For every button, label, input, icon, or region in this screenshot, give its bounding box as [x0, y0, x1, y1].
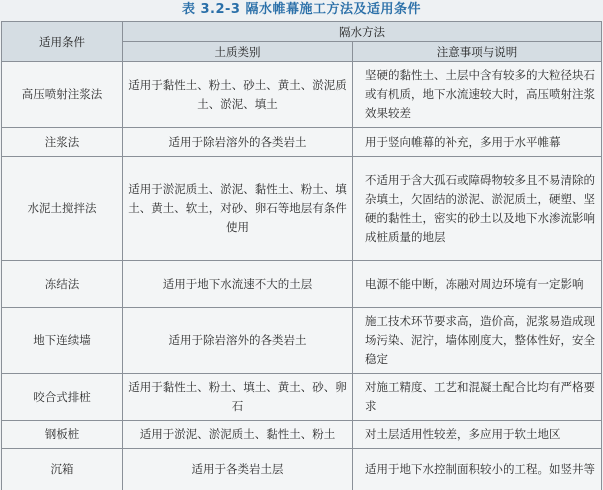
table-row: [2, 374, 602, 421]
table-row: [2, 449, 602, 490]
method-cell: 沉箱: [2, 449, 123, 490]
table-header: [2, 22, 602, 62]
note-cell: 不适用于含大孤石或障碍物较多且不易清除的杂填土，欠固结的淤泥、淤泥质土，硬塑、坚硬的黏性土，密实的砂土以及地下水渗流影响成桩质量的地层: [353, 157, 602, 261]
table-row: [2, 261, 602, 308]
water-barrier-table: [1, 21, 602, 490]
table-body: [2, 62, 602, 490]
soil-cell: 适用于淤泥、淤泥质土、黏性土、粉土: [123, 421, 353, 449]
table-row: [2, 421, 602, 449]
header-soil: 土质类别: [123, 42, 353, 62]
soil-cell: 适用于黏性土、粉土、填土、黄土、砂、卵石: [123, 374, 353, 421]
table-row: [2, 128, 602, 157]
table-row: [2, 308, 602, 374]
soil-cell: 适用于黏性土、粉土、砂土、黄土、淤泥质土、淤泥、填土: [123, 62, 353, 128]
method-cell: 注浆法: [2, 128, 123, 157]
soil-cell: 适用于地下水流速不大的土层: [123, 261, 353, 308]
note-cell: 对施工精度、工艺和混凝土配合比均有严格要求: [353, 374, 602, 421]
table-row: [2, 62, 602, 128]
soil-cell: 适用于各类岩土层: [123, 449, 353, 490]
table-row: [2, 157, 602, 261]
method-cell: 咬合式排桩: [2, 374, 123, 421]
soil-cell: 适用于除岩溶外的各类岩土: [123, 128, 353, 157]
method-cell: 冻结法: [2, 261, 123, 308]
method-cell: 水泥土搅拌法: [2, 157, 123, 261]
note-cell: 坚硬的黏性土、土层中含有较多的大粒径块石或有机质，地下水流速较大时，高压喷射注浆效果较差: [353, 62, 602, 128]
method-cell: 高压喷射注浆法: [2, 62, 123, 128]
method-cell: 钢板桩: [2, 421, 123, 449]
header-notes: 注意事项与说明: [353, 42, 602, 62]
method-cell: 地下连续墙: [2, 308, 123, 374]
soil-cell: 适用于除岩溶外的各类岩土: [123, 308, 353, 374]
note-cell: 电源不能中断，冻融对周边环境有一定影响: [353, 261, 602, 308]
header-condition: 适用条件: [2, 22, 123, 62]
note-cell: 对土层适用性较差，多应用于软土地区: [353, 421, 602, 449]
soil-cell: 适用于淤泥质土、淤泥、黏性土、粉土、填土、黄土、软土，对砂、卵石等地层有条件使用: [123, 157, 353, 261]
note-cell: 用于竖向帷幕的补充，多用于水平帷幕: [353, 128, 602, 157]
note-cell: 施工技术环节要求高，造价高，泥浆易造成现场污染、泥泞，墙体刚度大，整体性好，安全稳定: [353, 308, 602, 374]
table-caption: 表 3.2-3 隔水帷幕施工方法及适用条件: [181, 2, 422, 17]
header-method-group: 隔水方法: [123, 22, 602, 42]
note-cell: 适用于地下水控制面积较小的工程。如竖井等: [353, 449, 602, 490]
header-row: [2, 22, 602, 42]
